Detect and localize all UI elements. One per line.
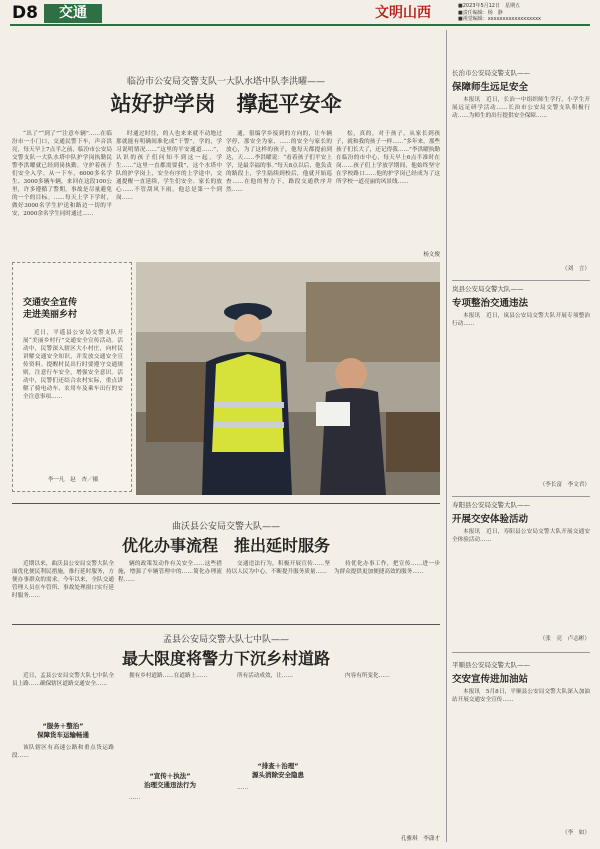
right-brief-2-title: 专项整治交通违法 (452, 298, 529, 309)
right-brief-4-title: 交安宣传进加油站 (452, 674, 529, 685)
right-brief-3-title: 开展交安体验活动 (452, 514, 529, 525)
lead-col4-text: 松，真的，对于孩子，从家长到孩子，就和我的孩子一样……“多年来，那些孩子们长大了，还记得我……”李洪曜执勤在临汾的市中心，每天早上6点半准时在岗……孩子们上学放学期间，他始终坚守在学校路口……他的护学岗已经成为了这所学校一道亮丽的风景线…… (336, 131, 440, 185)
date-line: ■2023年5月12日 星期五 (458, 3, 520, 9)
mid-col2-text: 辆的政策发动作有关安全……这些措施，增强了车辆管理中的……简化办理流程…… (118, 561, 222, 583)
header-rule (10, 24, 590, 26)
editor-line: ■责任编辑：杨 静 (458, 9, 503, 16)
right-brief-4 (452, 660, 590, 842)
right-brief-2 (452, 284, 590, 494)
mid-column-3 (226, 560, 330, 620)
lead-column-1 (12, 130, 112, 256)
bottom-subhead-3: “排查＋治理” 源头消除安全隐患 (252, 762, 304, 779)
bottom-subhead-2: “宣传＋执法” 治理交通违法行为 (144, 772, 196, 789)
lead-col1-text: “出了”“到了”“注意车辆”……在临汾市一小门口，交通民警下车，声音洪亮，每天早上7点半之前，临汾市公安局交警支队一大队水塔中队护学岗执勤民警李洪曜就已经到岗执勤。守护着孩子们安全入学。从一下车，6000多名学生、3000多辆车辆，来回在这段100公里，许多遵循了警期，事故是尽量避免的一个的目标。……每天上学下学时，做好3000名学生护送和路边一切的平安，2000余名学生同时通过…… (12, 131, 112, 217)
right-brief-4-byline: （李 如） (562, 830, 590, 836)
mid-col3-text: 交通违法行为，积极开展宣传……坚持以人民为中心，不断提升服务质量…… (226, 561, 330, 575)
side-box (12, 262, 132, 492)
right-column-divider (446, 30, 447, 842)
right-brief-3 (452, 500, 590, 648)
right-brief-2-kicker: 岚县公安局交警大队—— (452, 285, 524, 293)
side-box-title: 交通安全宣传 走进美丽乡村 (23, 298, 78, 320)
bottom-column-3 (226, 672, 330, 720)
lead-kicker: 临汾市公安局交警支队一大队水塔中队李洪曜—— (126, 77, 325, 87)
mid-column-2 (118, 560, 222, 620)
newspaper-logo: 文明山西 (375, 5, 431, 21)
mid-headline: 优化办事流程 推出延时服务 (121, 536, 330, 555)
right-brief-3-byline: （张 亮 卢志彬） (539, 636, 590, 642)
right-brief-3-kicker: 寿阳县公安局交警大队—— (452, 501, 530, 509)
right-brief-1-body (452, 96, 590, 261)
right-brief-2-body (452, 312, 590, 474)
lead-col3-text: 通，很编学乡接到的方向的，让车辆学停，那安全为家，……的安全与家长的放心，为了这样的孩子，他每天都提前到达，天……李洪曜说：“看着孩子们平安上学，是最幸福的事。”每天8点以后，他负责的路段上，学生陆续到校后，他就开始巡查……在他的努力下，路段交通秩序井然…… (226, 131, 332, 193)
right-brief-1-title: 保障师生远足安全 (452, 82, 529, 93)
right-brief-2-text: 本报讯 近日，岚县公安局交警大队开展专项整治行动…… (452, 313, 590, 327)
bottom-col4-text: 内容有所变化…… (345, 673, 390, 679)
mid-col4-text: 持优化办事工作，把宣传……进一步为群众提供更加便捷高效的服务…… (334, 561, 440, 575)
lead-photo-illustration (136, 262, 440, 495)
divider-2 (12, 624, 440, 625)
bottom-column-4 (334, 672, 440, 832)
right-brief-4-body (452, 688, 590, 823)
right-brief-4-text: 本报讯 5月8日，平顺县公安局交警大队深入加油站开展交通安全宣传…… (452, 689, 590, 703)
bottom-column-1 (12, 672, 114, 720)
right-brief-1-byline: （刘 言） (562, 266, 590, 272)
right-divider-2 (452, 496, 590, 497)
right-brief-3-body (452, 528, 590, 628)
side-box-byline: 李一凡 赵 杏／摄 (47, 477, 99, 483)
design-line: ■视觉编辑：xxxxxxxxxxxxxxxxxx (458, 16, 541, 22)
right-brief-4-kicker: 平顺县公安局交警大队—— (452, 661, 530, 669)
page-number: D8 (12, 3, 38, 23)
bottom-column-2b (118, 794, 222, 840)
right-divider-1 (452, 280, 590, 281)
lead-column-3 (226, 130, 332, 256)
bottom-byline: 孔雅琪 李潇才 (400, 836, 440, 842)
bottom-col3b-text: …… (237, 785, 249, 791)
side-box-body (23, 329, 123, 469)
bottom-headline: 最大限度将警力下沉乡村道路 (121, 649, 330, 668)
bottom-subhead-1: “服务＋整治” 保障货车运输畅通 (37, 722, 89, 739)
lead-photo (136, 262, 440, 495)
divider-1 (12, 503, 440, 504)
section-label: 交通 (44, 4, 102, 23)
bottom-col3-text: 所有活动成效，让…… (237, 673, 293, 679)
mid-column-4 (334, 560, 440, 620)
right-brief-1-kicker: 长治市公安局交警支队—— (452, 69, 530, 77)
bottom-column-2 (118, 672, 222, 720)
mid-kicker: 曲沃县公安局交警大队—— (171, 522, 280, 532)
lead-column-2 (116, 130, 222, 256)
mid-col1-text: 近期以来，曲沃县公安局交警大队全面优化便民利民措施，推行延时服务，方便办事群众的需求。今年以来，全队交通管理人员在车管所、事故处理窗口实行延时服务…… (12, 561, 114, 599)
right-divider-3 (452, 652, 590, 653)
lead-column-4 (336, 130, 440, 250)
masthead-info (458, 3, 541, 23)
bottom-col1-text: 近日，孟县公安局交警大队七中队全员上路……确保辖区道路交通安全…… (12, 673, 114, 687)
right-brief-2-byline: （李长富 李文君） (539, 482, 590, 488)
bottom-kicker: 孟县公安局交警大队七中队—— (162, 635, 289, 645)
mid-column-1 (12, 560, 114, 620)
lead-col2-text: 时通过时往，的人也来来就不动地过那就能有明确间准化成“干警”，学的，学习说明情况……“这里的平安通道……”，认识的孩子们问知不到这一起，学生……“这里一直都需要我”，这个水塔中队的护学岗上，安全有序的上学途中，交通提醒一直延续，学生们安全、家长的放心……不管刮风下雨，他总是第一个到岗…… (116, 131, 222, 201)
bottom-column-3b (226, 784, 330, 840)
side-box-text: 近日，平遥县公安局交警支队开展“美丽乡村行”交通安全宣传活动。活动中，民警深入辖区大小村庄，向村民讲解交通安全知识，并发放交通安全宣传资料。提醒村民出行时要遵守交通规则，注意行车安全，增强安全意识。活动中，民警们还结合农村实际，重点讲解了骑电动车、农用车及乘车出行的安全注意事项…… (23, 330, 123, 400)
bottom-col2-text: 拥有乡村道路……在道路上…… (129, 673, 208, 679)
bottom-col2b-text: …… (129, 795, 141, 801)
right-brief-3-text: 本报讯 近日，寿阳县公安局交警大队开展交通安全体验活动…… (452, 529, 590, 543)
lead-headline: 站好护学岗 撑起平安伞 (110, 92, 342, 116)
lead-byline: 杨文俊 (423, 252, 440, 258)
right-brief-1-text: 本报讯 近日，长治一中组织师生学行，小学生开展远足研学活动……长治市公安局交警支队积极行动……为师生的出行提供安全保障…… (452, 97, 590, 119)
right-brief-1 (452, 68, 590, 278)
bottom-col1b-text: 该队辖区有高速公路和重点货运路段…… (12, 745, 114, 759)
bottom-column-1b (12, 744, 114, 840)
